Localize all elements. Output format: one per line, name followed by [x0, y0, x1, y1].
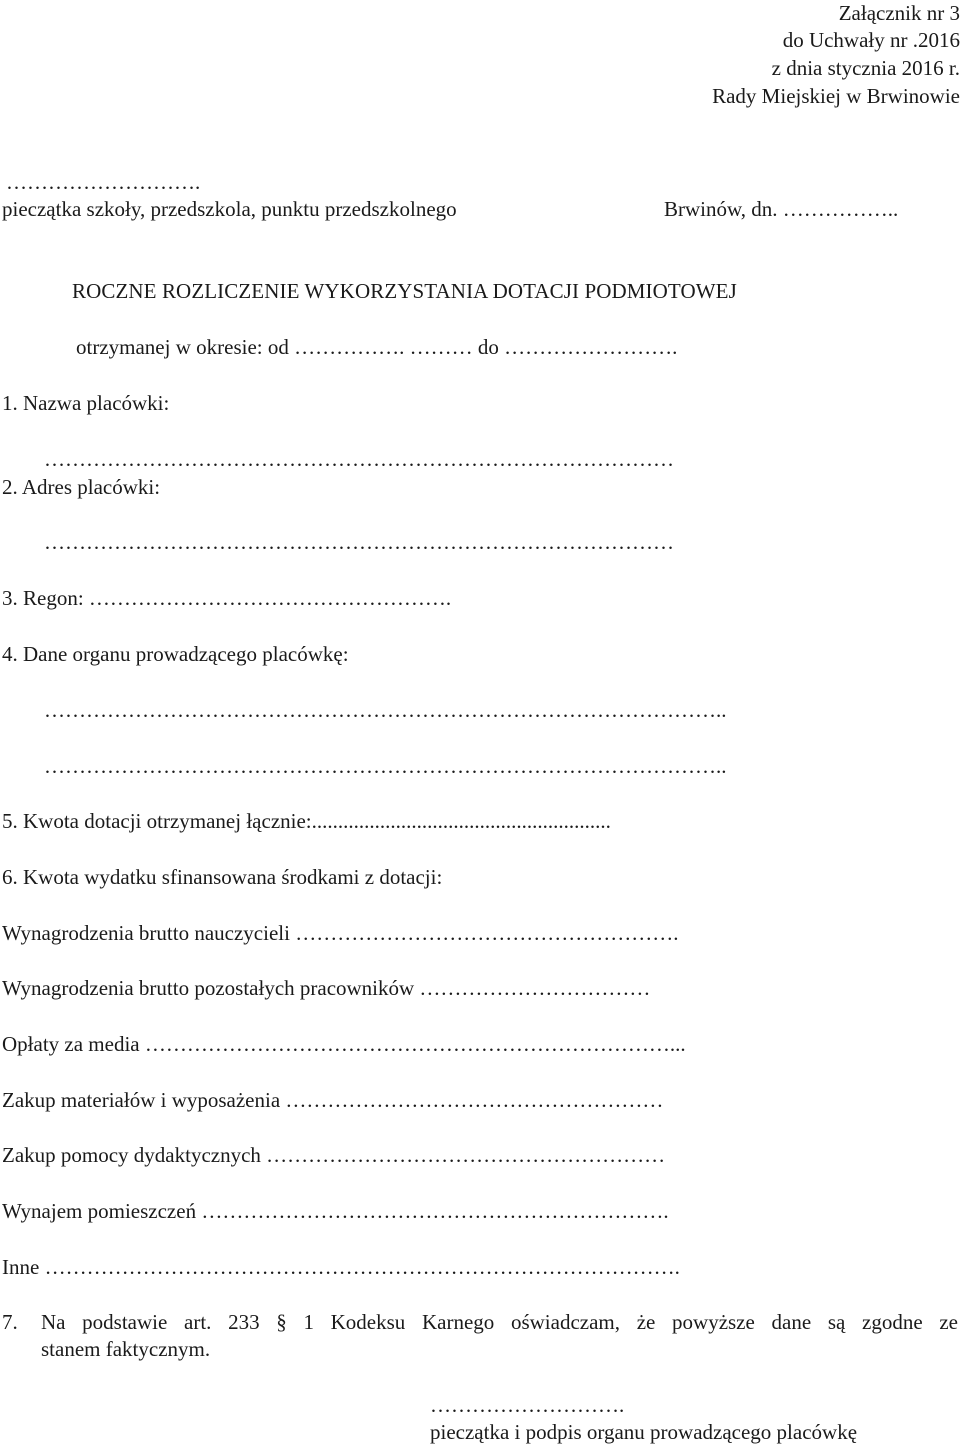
item-governing-body: 4. Dane organu prowadzącego placówkę: — [2, 642, 349, 666]
stamp-label: pieczątka szkoły, przedszkola, punktu przedszkolnego — [2, 197, 457, 221]
stamp-dots: ………………………. — [6, 170, 201, 194]
period-line: otrzymanej w okresie: od ……………. ……… do ……………………. — [76, 335, 678, 359]
expense-other: Inne ………………………………………………………………………………. — [2, 1255, 680, 1279]
declaration-number: 7. — [2, 1310, 18, 1334]
expense-other-staff-salaries: Wynagrodzenia brutto pozostałych pracowników …………………………… — [2, 976, 651, 1000]
document-title: ROCZNE ROZLICZENIE WYKORZYSTANIA DOTACJI PODMIOTOWEJ — [72, 279, 737, 303]
declaration-line-1: Na podstawie art. 233 § 1 Kodeksu Karnego oświadczam, że powyższe dane są zgodne ze — [41, 1310, 958, 1334]
governing-body-fill-2: …………………………………………………………………………………….. — [44, 754, 727, 778]
facility-address-fill: ……………………………………………………………………………… — [44, 530, 674, 554]
item-expenses-heading: 6. Kwota wydatku sfinansowana środkami z dotacji: — [2, 865, 443, 889]
header-date-line: z dnia stycznia 2016 r. — [771, 56, 960, 80]
governing-body-fill-1: …………………………………………………………………………………….. — [44, 698, 727, 722]
expense-rent: Wynajem pomieszczeń …………………………………………………………. — [2, 1199, 669, 1223]
signature-dots: ………………………. — [430, 1393, 625, 1417]
item-total-grant: 5. Kwota dotacji otrzymanej łącznie:......................................................... — [2, 809, 611, 833]
expense-teachers-salaries: Wynagrodzenia brutto nauczycieli ………………………………………………. — [2, 921, 679, 945]
place-date-field: Brwinów, dn. …………….. — [664, 197, 899, 221]
expense-teaching-aids: Zakup pomocy dydaktycznych ………………………………………………… — [2, 1143, 666, 1167]
facility-name-fill: ……………………………………………………………………………… — [44, 447, 674, 471]
signature-label: pieczątka i podpis organu prowadzącego placówkę — [430, 1420, 858, 1444]
header-council-line: Rady Miejskiej w Brwinowie — [712, 84, 960, 108]
declaration-line-2: stanem faktycznym. — [41, 1337, 211, 1361]
header-annex-line: Załącznik nr 3 — [838, 1, 960, 25]
item-regon: 3. Regon: ……………………………………………. — [2, 586, 452, 610]
item-facility-name: 1. Nazwa placówki: — [2, 391, 170, 415]
expense-utilities: Opłaty za media …………………………………………………………………... — [2, 1032, 686, 1056]
expense-materials-equipment: Zakup materiałów i wyposażenia ……………………………………………… — [2, 1088, 664, 1112]
header-resolution-line: do Uchwały nr .2016 — [782, 28, 960, 52]
item-facility-address: 2. Adres placówki: — [2, 475, 161, 499]
